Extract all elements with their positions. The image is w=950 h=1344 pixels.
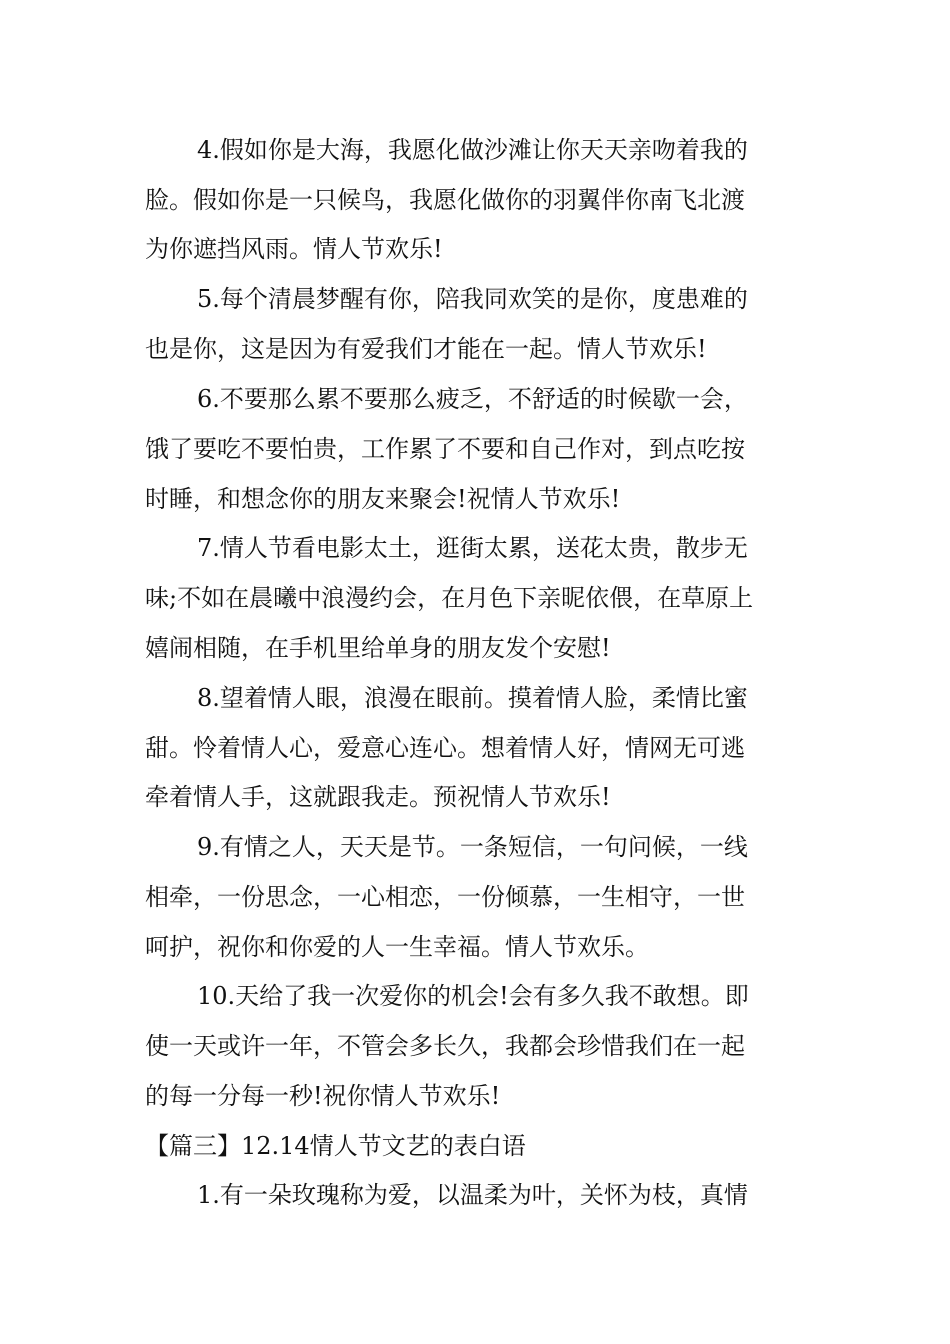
- item-8-line-2: 甜。怜着情人心，爱意心连心。想着情人好，情网无可逃: [145, 734, 745, 762]
- section-three-item-1-line-1: 1.有一朵玫瑰称为爱，以温柔为叶，关怀为枝，真情: [197, 1181, 748, 1209]
- item-6-line-1: 6.不要那么累不要那么疲乏，不舒适的时候歇一会，: [197, 385, 748, 413]
- item-9-line-2: 相牵，一份思念，一心相恋，一份倾慕，一生相守，一世: [145, 883, 745, 911]
- item-7-line-3: 嬉闹相随，在手机里给单身的朋友发个安慰!: [145, 634, 611, 662]
- item-6-line-3: 时睡，和想念你的朋友来聚会!祝情人节欢乐!: [145, 485, 621, 513]
- item-10-line-1: 10.天给了我一次爱你的机会!会有多久我不敢想。即: [197, 982, 749, 1010]
- item-7-line-1: 7.情人节看电影太土，逛街太累，送花太贵，散步无: [197, 534, 748, 562]
- item-9-line-3: 呵护，祝你和你爱的人一生幸福。情人节欢乐。: [145, 933, 649, 961]
- item-4-line-1: 4.假如你是大海，我愿化做沙滩让你天天亲吻着我的: [197, 136, 748, 164]
- item-5-line-2: 也是你，这是因为有爱我们才能在一起。情人节欢乐!: [145, 335, 707, 363]
- section-heading: 【篇三】12.14情人节文艺的表白语: [145, 1132, 526, 1160]
- item-9-line-1: 9.有情之人，天天是节。一条短信，一句问候，一线: [197, 833, 748, 861]
- item-8-line-3: 牵着情人手，这就跟我走。预祝情人节欢乐!: [145, 783, 611, 811]
- item-10-line-2: 使一天或许一年，不管会多长久，我都会珍惜我们在一起: [145, 1032, 745, 1060]
- item-4-line-3: 为你遮挡风雨。情人节欢乐!: [145, 235, 443, 263]
- item-10-line-3: 的每一分每一秒!祝你情人节欢乐!: [145, 1082, 501, 1110]
- item-8-line-1: 8.望着情人眼，浪漫在眼前。摸着情人脸，柔情比蜜: [197, 684, 748, 712]
- item-4-line-2: 脸。假如你是一只候鸟，我愿化做你的羽翼伴你南飞北渡: [145, 186, 745, 214]
- item-6-line-2: 饿了要吃不要怕贵，工作累了不要和自己作对，到点吃按: [145, 435, 745, 463]
- item-5-line-1: 5.每个清晨梦醒有你，陪我同欢笑的是你，度患难的: [197, 285, 748, 313]
- item-7-line-2: 味;不如在晨曦中浪漫约会，在月色下亲昵依偎，在草原上: [145, 584, 754, 612]
